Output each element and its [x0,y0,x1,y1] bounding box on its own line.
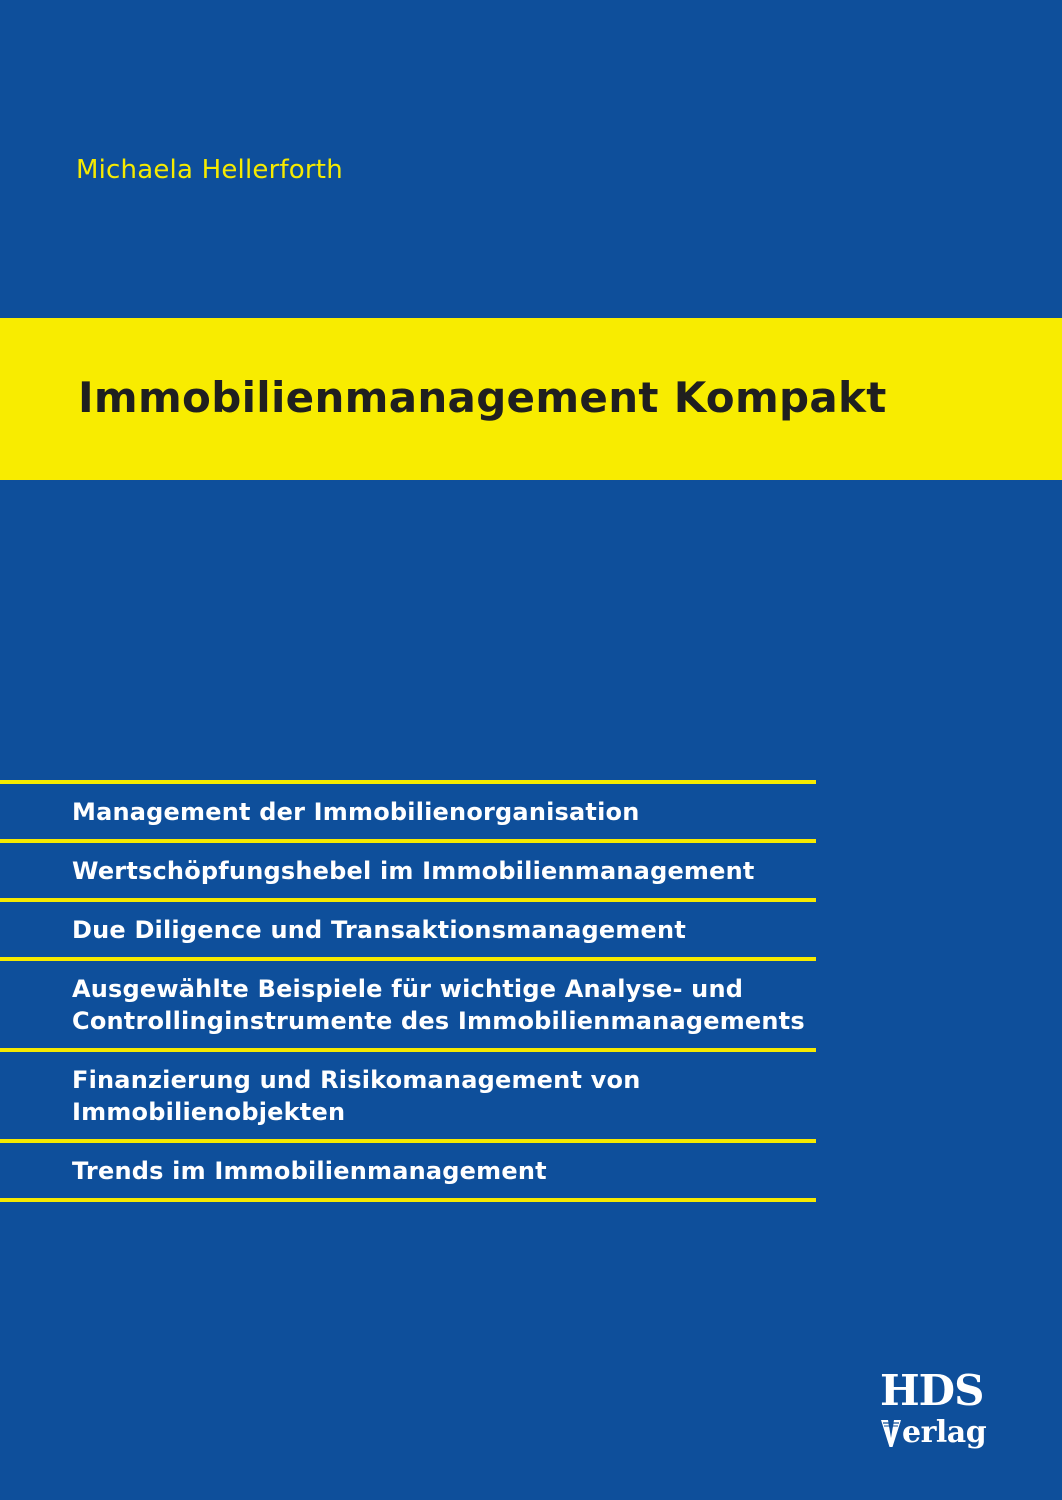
topic-label-line2: Immobilienobjekten [72,1097,346,1126]
publisher-logo-erlag: erlag [902,1415,987,1450]
topic-item [0,843,816,898]
topic-label-line1: Ausgewählte Beispiele für wichtige Analyse- und [72,974,744,1003]
publisher-logo-hds: HDS [880,1366,984,1415]
topic-item [0,902,816,957]
topic-label: Management der Immobilienorganisation [72,797,640,826]
topic-label: Due Diligence und Transaktionsmanagement [72,915,686,944]
topic-label-line2: Controllinginstrumente des Immobilienmanagements [72,1006,805,1035]
publisher-logo-verlag [880,1412,986,1448]
author-name: Michaela Hellerforth [76,155,343,185]
topic-list [0,780,816,1202]
publisher-logo [880,1366,990,1450]
book-v-icon [880,1418,902,1448]
topic-label: Trends im Immobilienmanagement [72,1156,547,1185]
topic-item [0,1052,816,1139]
topic-item [0,1143,816,1198]
topic-label-line1: Finanzierung und Risikomanagement von [72,1065,641,1094]
topic-item [0,961,816,1048]
topic-label: Wertschöpfungshebel im Immobilienmanagement [72,856,755,885]
topic-divider [0,1198,816,1202]
topic-item [0,784,816,839]
book-title: Immobilienmanagement Kompakt [78,373,887,422]
